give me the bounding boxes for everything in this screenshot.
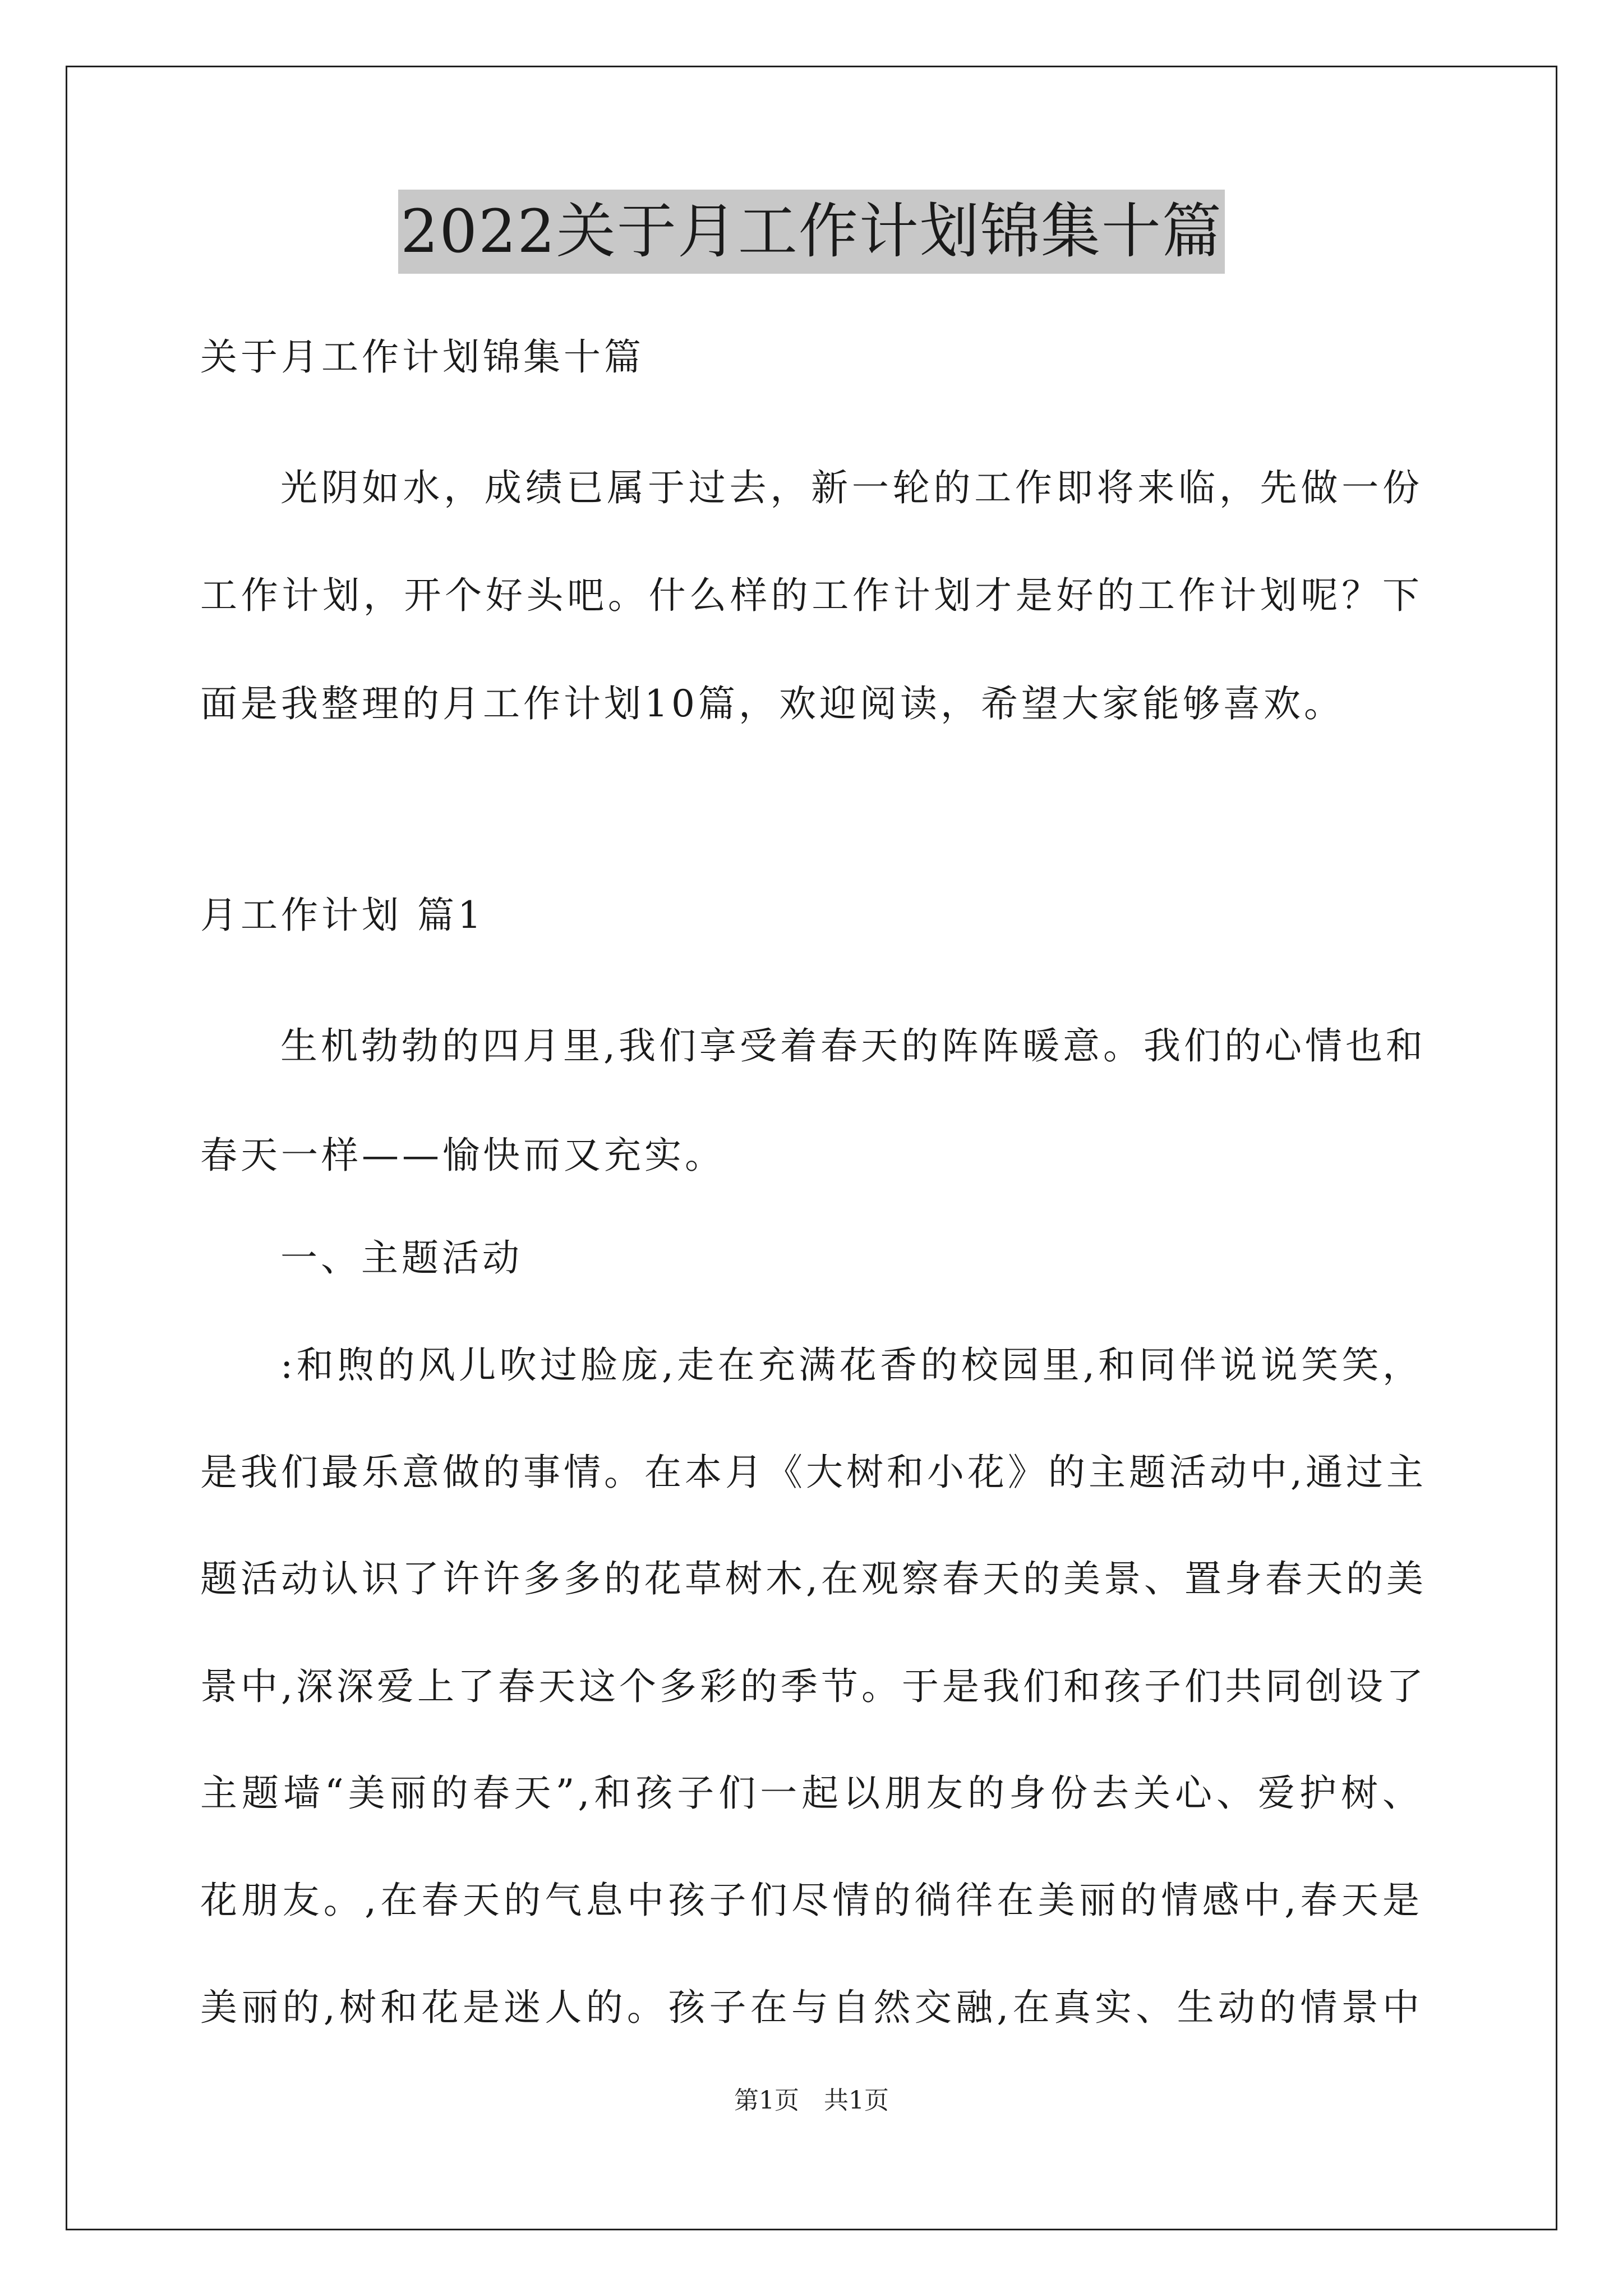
body-line: :和煦的风儿吹过脸庞,走在充满花香的校园里,和同伴说说笑笑， [280,1343,1423,1387]
page-footer: 第1页 共1页 [734,2086,889,2115]
body-line: 花朋友。,在春天的气息中孩子们尽情的徜徉在美丽的情感中,春天是 [200,1879,1423,1922]
body-line: 景中,深深爱上了春天这个多彩的季节。于是我们和孩子们共同创设了 [200,1665,1427,1708]
section-heading: 月工作计划 篇1 [200,894,485,937]
intro-line: 光阴如水，成绩已属于过去，新一轮的工作即将来临，先做一份 [280,466,1423,509]
body-line: 题活动认识了许许多多的花草树木,在观察春天的美景、置身春天的美 [200,1557,1427,1600]
intro-line: 工作计划，开个好头吧。什么样的工作计划才是好的工作计划呢？下 [200,574,1423,617]
section-line: 春天一样——愉快而又充实。 [200,1134,725,1177]
subheading: 一、主题活动 [280,1236,523,1280]
intro-line: 面是我整理的月工作计划10篇，欢迎阅读，希望大家能够喜欢。 [200,682,1344,725]
body-line: 主题墙“美丽的春天”,和孩子们一起以朋友的身份去关心、爱护树、 [200,1772,1423,1815]
document-title [0,190,1623,274]
section-line: 生机勃勃的四月里,我们享受着春天的阵阵暖意。我们的心情也和 [280,1024,1426,1068]
body-line: 是我们最乐意做的事情。在本月《大树和小花》的主题活动中,通过主 [200,1451,1427,1494]
document-title-text: 2022关于月工作计划锦集十篇 [398,190,1225,274]
body-line: 美丽的,树和花是迷人的。孩子在与自然交融,在真实、生动的情景中 [200,1986,1423,2029]
document-subtitle: 关于月工作计划锦集十篇 [200,335,644,379]
